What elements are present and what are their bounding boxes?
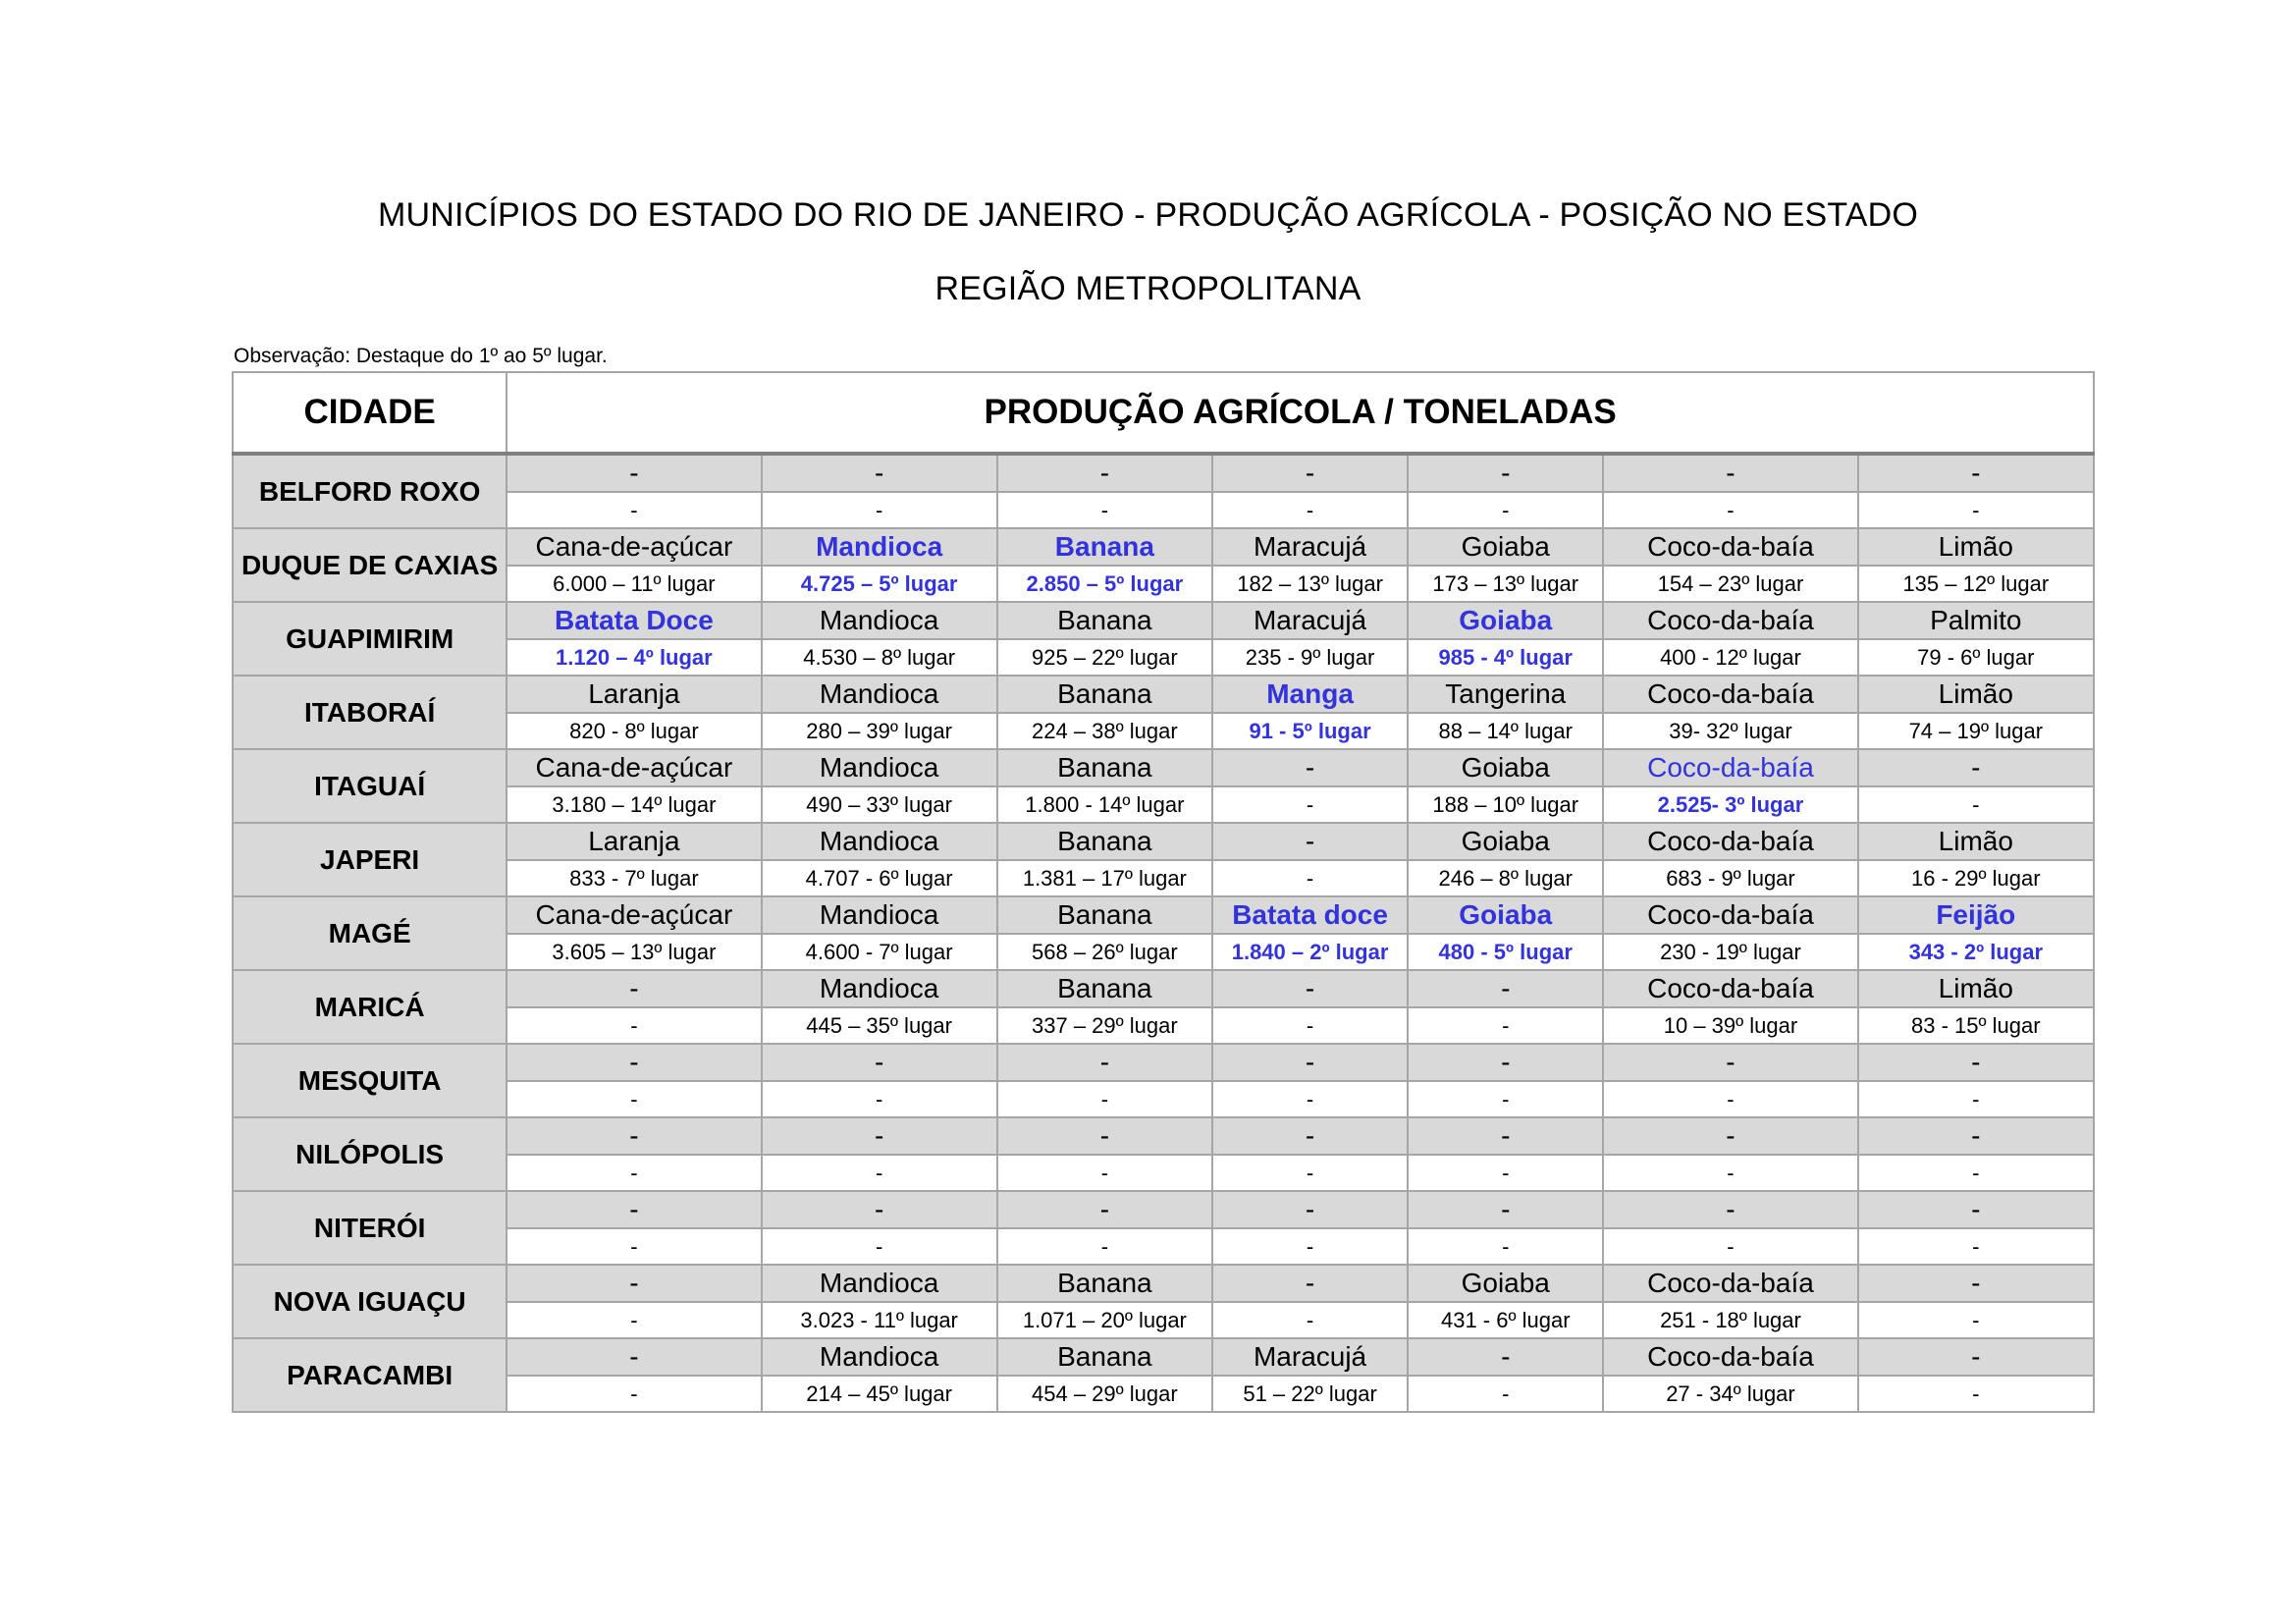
crop-cell: - <box>1858 1338 2094 1376</box>
production-value-cell: 2.525- 3º lugar <box>1603 786 1857 823</box>
production-value-cell: 337 – 29º lugar <box>997 1007 1212 1044</box>
crop-cell: - <box>1408 1191 1603 1228</box>
crop-cell: Mandioca <box>762 823 997 860</box>
production-value-cell: - <box>997 492 1212 528</box>
table-row <box>233 676 2094 713</box>
table-row <box>233 1007 2094 1044</box>
production-value-cell: 2.850 – 5º lugar <box>997 566 1212 602</box>
production-value-cell: 91 - 5º lugar <box>1212 713 1408 749</box>
production-value-cell: 79 - 6º lugar <box>1858 639 2094 676</box>
production-value-cell: 1.381 – 17º lugar <box>997 860 1212 896</box>
production-value-cell: - <box>1408 492 1603 528</box>
crop-cell: Batata doce <box>1212 896 1408 934</box>
production-value-cell: - <box>1212 1007 1408 1044</box>
production-value-cell: 246 – 8º lugar <box>1408 860 1603 896</box>
production-value-cell: 214 – 45º lugar <box>762 1376 997 1412</box>
production-value-cell: 188 – 10º lugar <box>1408 786 1603 823</box>
crop-cell: - <box>1212 970 1408 1007</box>
production-value-cell: 4.725 – 5º lugar <box>762 566 997 602</box>
crop-cell: Coco-da-baía <box>1603 823 1857 860</box>
crop-cell: Goiaba <box>1408 823 1603 860</box>
production-value-cell: - <box>1212 1081 1408 1117</box>
crop-cell: Mandioca <box>762 1265 997 1302</box>
crop-cell: - <box>1408 1044 1603 1081</box>
crop-cell: Coco-da-baía <box>1603 676 1857 713</box>
table-row <box>233 1376 2094 1412</box>
table-row <box>233 934 2094 970</box>
crop-cell: - <box>1408 454 1603 492</box>
crop-cell: Coco-da-baía <box>1603 528 1857 566</box>
table-row <box>233 860 2094 896</box>
crop-cell: Laranja <box>507 676 761 713</box>
crop-cell: - <box>762 1117 997 1155</box>
table-row <box>233 1338 2094 1376</box>
crop-cell: - <box>1212 749 1408 786</box>
production-value-cell: - <box>1858 1228 2094 1265</box>
crop-cell: - <box>1858 1044 2094 1081</box>
crop-cell: - <box>762 1044 997 1081</box>
production-value-cell: 173 – 13º lugar <box>1408 566 1603 602</box>
city-name-cell: NITERÓI <box>233 1191 507 1265</box>
production-value-cell: - <box>507 1007 761 1044</box>
production-value-cell: - <box>1603 492 1857 528</box>
city-name-cell: PARACAMBI <box>233 1338 507 1412</box>
crop-cell: - <box>1212 1265 1408 1302</box>
production-value-cell: 1.071 – 20º lugar <box>997 1302 1212 1338</box>
table-row <box>233 528 2094 566</box>
production-value-cell: 833 - 7º lugar <box>507 860 761 896</box>
production-value-cell: 251 - 18º lugar <box>1603 1302 1857 1338</box>
production-value-cell: - <box>1212 1228 1408 1265</box>
city-name-cell: BELFORD ROXO <box>233 454 507 528</box>
city-column-header: CIDADE <box>233 372 507 454</box>
city-name-cell: MAGÉ <box>233 896 507 970</box>
production-value-cell: - <box>507 1302 761 1338</box>
production-value-cell: 230 - 19º lugar <box>1603 934 1857 970</box>
crop-cell: - <box>1858 454 2094 492</box>
city-name-cell: ITABORAÍ <box>233 676 507 749</box>
crop-cell: - <box>1858 1117 2094 1155</box>
production-value-cell: - <box>1858 1081 2094 1117</box>
production-value-cell: - <box>762 1228 997 1265</box>
crop-cell: Coco-da-baía <box>1603 602 1857 639</box>
production-value-cell: 51 – 22º lugar <box>1212 1376 1408 1412</box>
table-row <box>233 1228 2094 1265</box>
table-row <box>233 896 2094 934</box>
crop-cell: Limão <box>1858 823 2094 860</box>
crop-cell: Coco-da-baía <box>1603 1338 1857 1376</box>
crop-cell: - <box>1212 1044 1408 1081</box>
production-value-cell: - <box>507 1376 761 1412</box>
production-value-cell: - <box>1858 1302 2094 1338</box>
crop-cell: Banana <box>997 1265 1212 1302</box>
crop-cell: Coco-da-baía <box>1603 970 1857 1007</box>
production-value-cell: 343 - 2º lugar <box>1858 934 2094 970</box>
production-value-cell: - <box>507 1155 761 1191</box>
production-value-cell: 3.180 – 14º lugar <box>507 786 761 823</box>
crop-cell: - <box>997 454 1212 492</box>
crop-cell: - <box>1408 1117 1603 1155</box>
crop-cell: Goiaba <box>1408 528 1603 566</box>
production-value-cell: 480 - 5º lugar <box>1408 934 1603 970</box>
city-name-cell: DUQUE DE CAXIAS <box>233 528 507 602</box>
production-value-cell: 4.530 – 8º lugar <box>762 639 997 676</box>
production-value-cell: - <box>1408 1376 1603 1412</box>
crop-cell: - <box>507 1265 761 1302</box>
crop-cell: Coco-da-baía <box>1603 749 1857 786</box>
production-value-cell: 83 - 15º lugar <box>1858 1007 2094 1044</box>
production-value-cell: 280 – 39º lugar <box>762 713 997 749</box>
production-value-cell: - <box>762 1155 997 1191</box>
production-value-cell: - <box>1212 1302 1408 1338</box>
city-name-cell: NOVA IGUAÇU <box>233 1265 507 1338</box>
production-value-cell: 1.800 - 14º lugar <box>997 786 1212 823</box>
production-value-cell: - <box>1212 786 1408 823</box>
table-body <box>233 454 2094 1412</box>
production-value-cell: - <box>1858 1155 2094 1191</box>
table-header-row <box>233 372 2094 454</box>
production-value-cell: - <box>1408 1007 1603 1044</box>
crop-cell: Laranja <box>507 823 761 860</box>
crop-cell: Palmito <box>1858 602 2094 639</box>
production-value-cell: - <box>997 1155 1212 1191</box>
production-value-cell: - <box>1408 1228 1603 1265</box>
city-name-cell: NILÓPOLIS <box>233 1117 507 1191</box>
city-name-cell: ITAGUAÍ <box>233 749 507 823</box>
production-value-cell: 74 – 19º lugar <box>1858 713 2094 749</box>
table-row <box>233 1117 2094 1155</box>
table-row <box>233 713 2094 749</box>
crop-cell: Manga <box>1212 676 1408 713</box>
production-value-cell: 224 – 38º lugar <box>997 713 1212 749</box>
crop-cell: Limão <box>1858 676 2094 713</box>
production-value-cell: - <box>507 1081 761 1117</box>
crop-cell: Mandioca <box>762 602 997 639</box>
crop-cell: - <box>1603 1044 1857 1081</box>
table-row <box>233 823 2094 860</box>
crop-cell: Goiaba <box>1408 602 1603 639</box>
table-row <box>233 1155 2094 1191</box>
production-value-cell: - <box>1212 492 1408 528</box>
production-value-cell: 431 - 6º lugar <box>1408 1302 1603 1338</box>
crop-cell: Limão <box>1858 970 2094 1007</box>
production-value-cell: 6.000 – 11º lugar <box>507 566 761 602</box>
production-value-cell: 3.605 – 13º lugar <box>507 934 761 970</box>
crop-cell: Banana <box>997 749 1212 786</box>
crop-cell: Coco-da-baía <box>1603 896 1857 934</box>
production-value-cell: 4.600 - 7º lugar <box>762 934 997 970</box>
crop-cell: Batata Doce <box>507 602 761 639</box>
crop-cell: - <box>997 1191 1212 1228</box>
page-subtitle: REGIÃO METROPOLITANA <box>934 270 1362 307</box>
production-value-cell: 568 – 26º lugar <box>997 934 1212 970</box>
crop-cell: - <box>762 1191 997 1228</box>
production-value-cell: 135 – 12º lugar <box>1858 566 2094 602</box>
crop-cell: Banana <box>997 676 1212 713</box>
production-value-cell: - <box>1212 1155 1408 1191</box>
production-value-cell: 1.840 – 2º lugar <box>1212 934 1408 970</box>
production-value-cell: 683 - 9º lugar <box>1603 860 1857 896</box>
crop-cell: Tangerina <box>1408 676 1603 713</box>
production-value-cell: - <box>1408 1081 1603 1117</box>
production-value-cell: 235 - 9º lugar <box>1212 639 1408 676</box>
crop-cell: Banana <box>997 970 1212 1007</box>
table-row <box>233 492 2094 528</box>
page-title: MUNICÍPIOS DO ESTADO DO RIO DE JANEIRO - PRODUÇÃO AGRÍCOLA - POSIÇÃO NO ESTADO <box>377 196 1919 234</box>
table-row <box>233 1265 2094 1302</box>
production-value-cell: 490 – 33º lugar <box>762 786 997 823</box>
production-value-cell: - <box>1408 1155 1603 1191</box>
crop-cell: - <box>1408 970 1603 1007</box>
production-value-cell: - <box>1212 860 1408 896</box>
table-row <box>233 454 2094 492</box>
crop-cell: - <box>1603 1117 1857 1155</box>
crop-cell: - <box>1212 823 1408 860</box>
crop-cell: Maracujá <box>1212 602 1408 639</box>
crop-cell: - <box>1858 749 2094 786</box>
production-value-cell: - <box>1603 1228 1857 1265</box>
crop-cell: Cana-de-açúcar <box>507 896 761 934</box>
city-name-cell: MARICÁ <box>233 970 507 1044</box>
crop-cell: - <box>1858 1191 2094 1228</box>
crop-cell: - <box>507 1338 761 1376</box>
production-value-cell: 820 - 8º lugar <box>507 713 761 749</box>
crop-cell: Mandioca <box>762 970 997 1007</box>
crop-cell: - <box>1858 1265 2094 1302</box>
production-value-cell: - <box>1603 1081 1857 1117</box>
city-name-cell: GUAPIMIRIM <box>233 602 507 676</box>
table-row <box>233 602 2094 639</box>
crop-cell: Cana-de-açúcar <box>507 528 761 566</box>
crop-cell: Mandioca <box>762 528 997 566</box>
crop-cell: - <box>1212 1117 1408 1155</box>
crop-cell: - <box>507 454 761 492</box>
crop-cell: Banana <box>997 896 1212 934</box>
crop-cell: Coco-da-baía <box>1603 1265 1857 1302</box>
crop-cell: Mandioca <box>762 749 997 786</box>
production-value-cell: 16 - 29º lugar <box>1858 860 2094 896</box>
production-table <box>232 371 2095 1413</box>
production-value-cell: - <box>1858 492 2094 528</box>
crop-cell: Cana-de-açúcar <box>507 749 761 786</box>
table-row <box>233 1191 2094 1228</box>
production-value-cell: 27 - 34º lugar <box>1603 1376 1857 1412</box>
crop-cell: Banana <box>997 823 1212 860</box>
crop-cell: - <box>997 1044 1212 1081</box>
crop-cell: - <box>507 1191 761 1228</box>
table-row <box>233 639 2094 676</box>
crop-cell: - <box>1212 1191 1408 1228</box>
table-row <box>233 1044 2094 1081</box>
table-row <box>233 749 2094 786</box>
crop-cell: - <box>507 1044 761 1081</box>
production-value-cell: 182 – 13º lugar <box>1212 566 1408 602</box>
production-value-cell: 3.023 - 11º lugar <box>762 1302 997 1338</box>
city-name-cell: JAPERI <box>233 823 507 896</box>
crop-cell: Feijão <box>1858 896 2094 934</box>
crop-cell: Goiaba <box>1408 896 1603 934</box>
crop-cell: - <box>1212 454 1408 492</box>
crop-cell: Goiaba <box>1408 1265 1603 1302</box>
crop-cell: Goiaba <box>1408 749 1603 786</box>
crop-cell: - <box>507 1117 761 1155</box>
crop-cell: Mandioca <box>762 1338 997 1376</box>
city-name-cell: MESQUITA <box>233 1044 507 1117</box>
crop-cell: Mandioca <box>762 676 997 713</box>
crop-cell: - <box>507 970 761 1007</box>
production-value-cell: 1.120 – 4º lugar <box>507 639 761 676</box>
crop-cell: - <box>762 454 997 492</box>
table-row <box>233 566 2094 602</box>
production-value-cell: 88 – 14º lugar <box>1408 713 1603 749</box>
production-value-cell: 985 - 4º lugar <box>1408 639 1603 676</box>
production-value-cell: - <box>1858 1376 2094 1412</box>
production-value-cell: 445 – 35º lugar <box>762 1007 997 1044</box>
table-row <box>233 970 2094 1007</box>
production-value-cell: 39- 32º lugar <box>1603 713 1857 749</box>
production-value-cell: - <box>507 1228 761 1265</box>
production-value-cell: - <box>507 492 761 528</box>
production-value-cell: - <box>1603 1155 1857 1191</box>
crop-cell: Maracujá <box>1212 528 1408 566</box>
production-value-cell: - <box>1858 786 2094 823</box>
production-value-cell: 10 – 39º lugar <box>1603 1007 1857 1044</box>
crop-cell: - <box>1603 454 1857 492</box>
production-value-cell: - <box>762 492 997 528</box>
table-row <box>233 1302 2094 1338</box>
production-value-cell: - <box>997 1081 1212 1117</box>
crop-cell: Limão <box>1858 528 2094 566</box>
production-value-cell: - <box>997 1228 1212 1265</box>
table-row <box>233 786 2094 823</box>
crop-cell: - <box>997 1117 1212 1155</box>
production-value-cell: 400 - 12º lugar <box>1603 639 1857 676</box>
crop-cell: - <box>1408 1338 1603 1376</box>
crop-cell: Maracujá <box>1212 1338 1408 1376</box>
crop-cell: Banana <box>997 602 1212 639</box>
crop-cell: Mandioca <box>762 896 997 934</box>
table-row <box>233 1081 2094 1117</box>
crop-cell: Banana <box>997 528 1212 566</box>
production-column-header: PRODUÇÃO AGRÍCOLA / TONELADAS <box>507 372 2094 454</box>
crop-cell: Banana <box>997 1338 1212 1376</box>
production-value-cell: 154 – 23º lugar <box>1603 566 1857 602</box>
crop-cell: - <box>1603 1191 1857 1228</box>
production-value-cell: 925 – 22º lugar <box>997 639 1212 676</box>
production-value-cell: 454 – 29º lugar <box>997 1376 1212 1412</box>
production-value-cell: 4.707 - 6º lugar <box>762 860 997 896</box>
production-value-cell: - <box>762 1081 997 1117</box>
observation-note: Observação: Destaque do 1º ao 5º lugar. <box>234 345 608 367</box>
